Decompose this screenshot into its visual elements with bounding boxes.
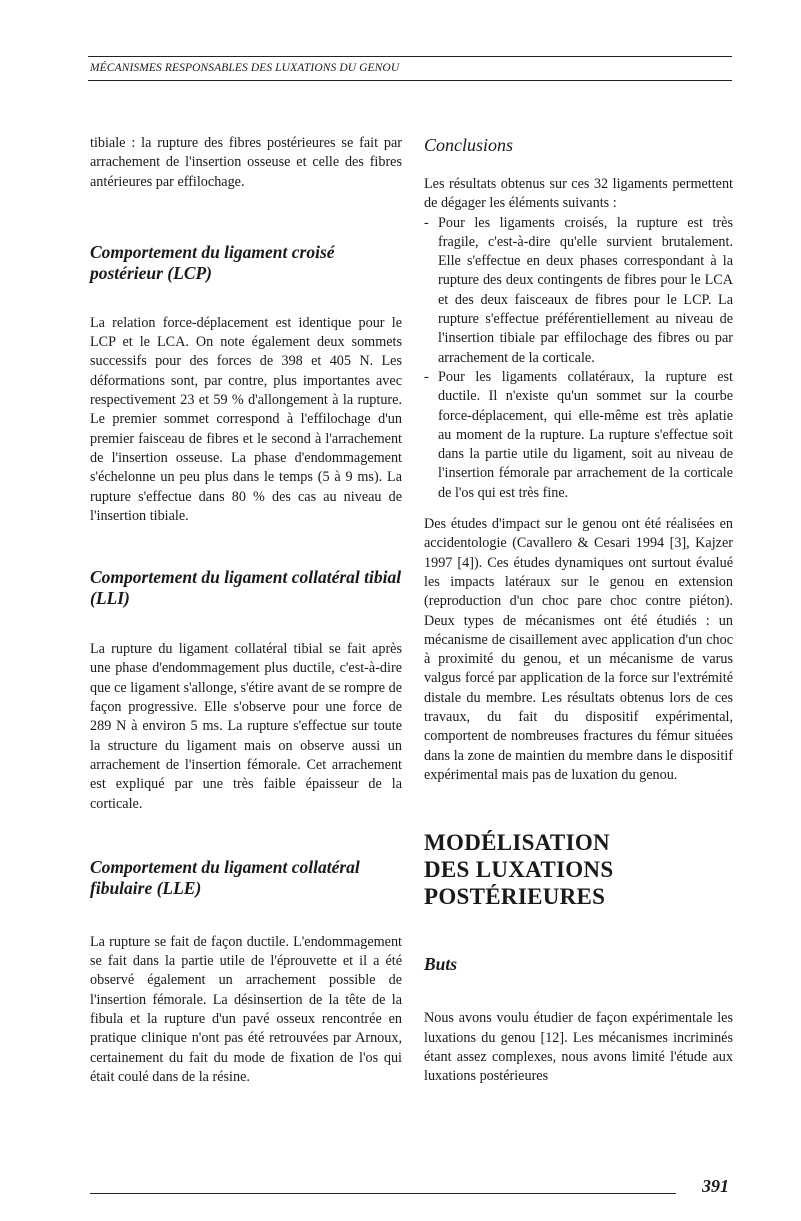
conclusions-list <box>424 214 733 503</box>
page-number: 391 <box>702 1176 729 1196</box>
conclusions-heading: Conclusions <box>424 135 514 155</box>
list-item: - Pour les ligaments croisés, la rupture est très fragile, c'est-à-dire qu'elle survient brutalement. Elle s'effectue en deux phases correspondant à la rupture des deux contingents de fibres pour le LCA et des deux faisceaux de fibres pour le LCP. La rupture s'effectue préférentiellement au niveau de l'insertion tibiale par effilochage des fibres ou par arrachement de la corticale. <box>424 214 733 368</box>
running-header: MÉCANISMES RESPONSABLES DES LUXATIONS DU GENOU <box>90 62 400 74</box>
section-title: MODÉLISATION DES LUXATIONS POSTÉRIEURES <box>424 830 614 910</box>
lle-heading: Comportement du ligament collatéral fibulaire (LLE) <box>90 856 360 898</box>
buts-heading: Buts <box>424 954 458 975</box>
right-column <box>424 134 733 1086</box>
header-rule-top <box>88 56 732 57</box>
lcp-heading: Comportement du ligament croisé postérieur (LCP) <box>90 241 335 283</box>
list-item: - Pour les ligaments collatéraux, la rupture est ductile. Il n'existe qu'un sommet sur la courbe force-déplacement, qui elle-même est très aplatie au moment de la rupture. La rupture s'effectue soit dans la partie utile du ligament, soit au niveau de l'insertion fémorale par arrachement de la corticale de l'os qui est très fine. <box>424 368 733 503</box>
left-column <box>90 134 402 1087</box>
lli-paragraph: La rupture du ligament collatéral tibial se fait après une phase d'endommagement plus ductile, c'est-à-dire que ce ligament s'allonge, s'étire avant de se rompre de façon progressive. Elle s'observe pour une force de 289 N à environ 5 ms. La rupture s'effectue sur toute la structure du ligament mais on observe aussi un arrachement de l'insertion fémorale. Cet arrachement est expliqué par une très faible épaisseur de la corticale. <box>90 641 402 812</box>
header-rule-bottom <box>88 80 732 81</box>
intro-paragraph: tibiale : la rupture des fibres postérieures se fait par arrachement de l'insertion osseuse et celle des fibres antérieures par effilochage. <box>90 135 402 190</box>
buts-paragraph: Nous avons voulu étudier de façon expérimentale les luxations du genou [12]. Les mécanismes incriminés étant assez complexes, nous avons limité l'étude aux luxations postérieures <box>424 1010 733 1085</box>
lcp-paragraph: La relation force-déplacement est identique pour le LCP et le LCA. On note également deux sommets successifs pour des forces de 398 et 405 N. Les déformations sont, par contre, plus importantes avec respectivement 23 et 59 % d'allongement à la rupture. Le premier sommet correspond à l'effilochage d'un premier faisceau de fibres et le second à l'arrachement de l'insertion osseuse. La phase d'endommagement s'échelonne un peu plus dans le temps (5 à 9 ms). La rupture s'effectue dans 80 % des cas au niveau de l'insertion tibiale. <box>90 314 402 524</box>
lle-paragraph: La rupture se fait de façon ductile. L'endommagement se fait dans la partie utile de l'éprouvette et il a été observé également un arrachement possible de l'insertion fémorale. La désinsertion de la tête de la fibula et la rupture d'un pavé osseux rencontrée en pratique clinique n'ont pas été retrouvées par Arnoux, certainement du fait du mode de fixation de l'os qui était coulé dans de la résine. <box>90 933 402 1085</box>
impact-studies-paragraph: Des études d'impact sur le genou ont été réalisées en accidentologie (Cavallero & Cesari 1994 [3], Kajzer 1997 [4]). Ces études dynamiques ont surtout évalué les impacts latéraux sur le genou en extension (reproduction d'un choc pare choc contre piéton). Deux types de mécanismes ont été étudiés : un mécanisme de cisaillement avec application d'un choc à proximité du genou, et un mécanisme de varus valgus forcé par application de la force sur l'extrémité distale du membre. Les résultats obtenus lors de ces travaux, du fait du dispositif expérimental, comportent de nombreuses fractures du fémur situées dans la zone de maintien du membre dans le dispositif expérimental mais pas de luxation du genou. <box>424 516 733 783</box>
lli-heading: Comportement du ligament collatéral tibial (LLI) <box>90 567 402 609</box>
footer-rule <box>90 1193 676 1194</box>
conclusions-intro: Les résultats obtenus sur ces 32 ligaments permettent de dégager les éléments suivants : <box>424 176 733 212</box>
